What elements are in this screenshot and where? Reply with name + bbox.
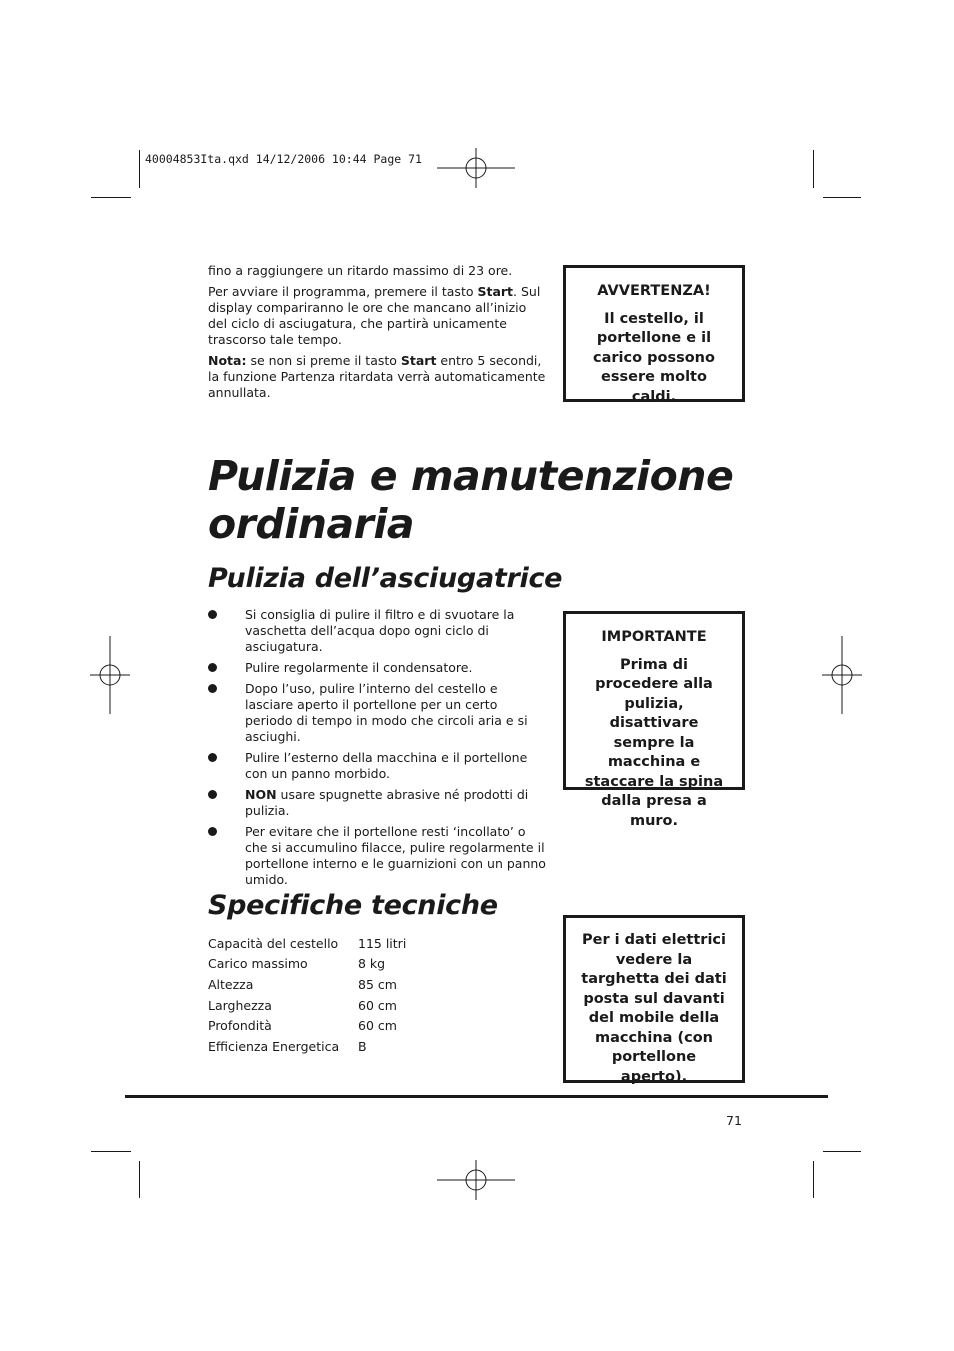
list-item: Dopo l’uso, pulire l’interno del cestello e lasciare aperto il portellone per un certo periodo di tempo in modo che circoli aria e si asciughi. <box>208 681 548 745</box>
electrical-info-box <box>563 915 745 1083</box>
note-paragraph: Nota: se non si preme il tasto Start entro 5 secondi, la funzione Partenza ritardata verrà automaticamente annullata. <box>208 353 546 400</box>
bullet-icon <box>208 684 217 693</box>
file-slug: 40004853Ita.qxd 14/12/2006 10:44 Page 71 <box>145 152 422 166</box>
table-row: Capacità del cestello 115 litri <box>208 935 407 951</box>
cleaning-heading: Pulizia dell’asciugatrice <box>208 563 563 594</box>
intro-text <box>208 263 548 406</box>
specs-table <box>208 933 406 1057</box>
registration-mark-left-icon <box>90 636 130 714</box>
important-text: Prima di procedere alla pulizia, disattivare sempre la macchina e staccare la spina dalla presa a muro. <box>584 656 724 829</box>
table-row: Profondità 60 cm <box>208 1018 397 1034</box>
bullet-icon <box>208 827 217 836</box>
intro-paragraph: Per avviare il programma, premere il tasto Start. Sul display compariranno le ore che mancano all’inizio del ciclo di asciugatura, che partirà unicamente trascorso tale tempo. <box>208 284 541 347</box>
bullet-icon <box>208 790 217 799</box>
list-item: Per evitare che il portellone resti ‘incollato’ o che si accumulino filacce, pulire regolarmente il portellone interno e le guarnizioni con un panno umido. <box>208 824 548 888</box>
bullet-icon <box>208 663 217 672</box>
bullet-icon <box>208 610 217 619</box>
important-box <box>563 611 745 829</box>
list-item: NON usare spugnette abrasive né prodotti di pulizia. <box>208 787 548 819</box>
footer-rule <box>125 1095 828 1098</box>
table-row: Larghezza 60 cm <box>208 997 397 1013</box>
list-item: Pulire regolarmente il condensatore. <box>208 660 548 676</box>
list-item: Pulire l’esterno della macchina e il portellone con un panno morbido. <box>208 750 548 782</box>
warning-heading: AVVERTENZA! <box>597 283 711 299</box>
page-title: Pulizia e manutenzione ordinaria <box>208 452 734 548</box>
bullet-icon <box>208 753 217 762</box>
registration-mark-right-icon <box>822 636 862 714</box>
registration-mark-bottom-icon <box>437 1160 517 1200</box>
table-row: Altezza 85 cm <box>208 976 397 992</box>
warning-box <box>563 265 745 405</box>
page-number: 71 <box>726 1113 742 1128</box>
registration-mark-top-icon <box>437 148 517 188</box>
intro-paragraph: fino a raggiungere un ritardo massimo di 23 ore. <box>208 263 513 278</box>
list-item: Si consiglia di pulire il filtro e di svuotare la vaschetta dell’acqua dopo ogni ciclo di asciugatura. <box>208 607 548 655</box>
specs-heading: Specifiche tecniche <box>208 890 498 921</box>
table-row: Efficienza Energetica B <box>208 1038 367 1054</box>
cleaning-list <box>208 607 548 893</box>
table-row: Carico massimo 8 kg <box>208 956 386 972</box>
electrical-info-text: Per i dati elettrici vedere la targhetta dei dati posta sul davanti del mobile della macchina (con portellone aperto). <box>581 932 727 1085</box>
warning-text: Il cestello, il portellone e il carico possono essere molto caldi. <box>593 310 715 405</box>
important-heading: IMPORTANTE <box>601 629 707 645</box>
